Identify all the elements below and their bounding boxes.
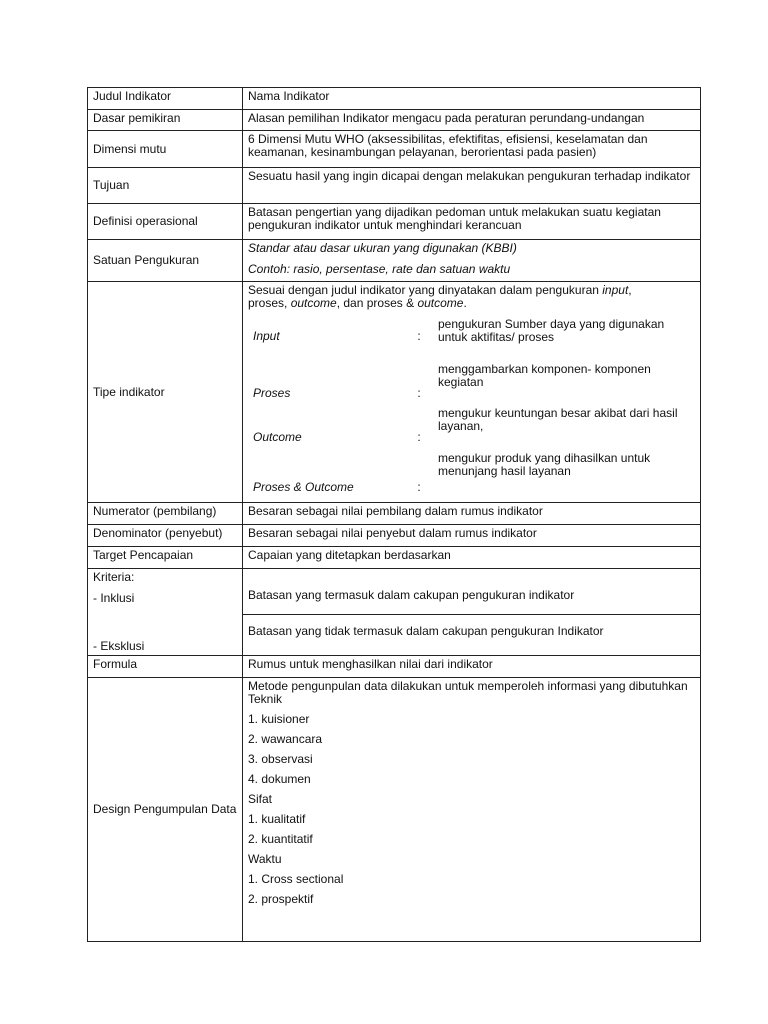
row-label: Dimensi mutu [88, 131, 243, 168]
row-label: Denominator (penyebut) [88, 525, 243, 547]
sifat-heading: Sifat [248, 792, 273, 806]
eksklusi-label: - Eksklusi [93, 639, 145, 653]
table-row [88, 525, 701, 547]
row-label: Tujuan [88, 168, 243, 204]
row-label: Numerator (pembilang) [88, 503, 243, 525]
row-label: Formula [88, 656, 243, 678]
table-row [88, 678, 701, 942]
row-label: Definisi operasional [88, 204, 243, 240]
table-row [88, 503, 701, 525]
row-value: Capaian yang ditetapkan berdasarkan [243, 547, 701, 569]
row-value: Nama Indikator [243, 88, 701, 110]
table-row [88, 88, 701, 110]
row-label: Satuan Pengukuran [88, 240, 243, 282]
row-value: Besaran sebagai nilai penyebut dalam rumus indikator [243, 525, 701, 547]
type-name: Outcome [253, 430, 302, 444]
type-name: Proses & Outcome [253, 480, 354, 494]
table-row [88, 282, 701, 503]
indicator-type-list [248, 316, 695, 500]
type-colon: : [417, 480, 421, 494]
list-item: 1. kuisioner [248, 712, 310, 726]
row-value: Sesuatu hasil yang ingin dicapai dengan melakukan pengukuran terhadap indikator [243, 168, 701, 204]
type-description: mengukur keuntungan besar akibat dari hasil layanan, [438, 406, 678, 433]
list-item [248, 446, 695, 500]
list-item: 2. kuantitatif [248, 832, 313, 846]
row-value: Batasan yang tidak termasuk dalam cakupan pengukuran Indikator [243, 614, 701, 655]
row-label: Dasar pemikiran [88, 110, 243, 131]
tipe-intro: Sesuai dengan judul indikator yang dinyatakan dalam pengukuran input, proses, outcome, dan proses & outcome. [248, 283, 632, 310]
row-label: Tipe indikator [88, 282, 243, 503]
type-name: Input [253, 329, 280, 343]
table-row [88, 547, 701, 569]
waktu-heading: Waktu [248, 852, 282, 866]
row-label [88, 569, 243, 656]
row-value: Batasan pengertian yang dijadikan pedoman untuk melakukan suatu kegiatan pengukuran indikator untuk menghindari kerancuan [243, 204, 701, 240]
type-colon: : [417, 386, 421, 400]
table-row [88, 569, 701, 615]
inklusi-label: - Inklusi [93, 591, 135, 605]
type-colon: : [417, 430, 421, 444]
row-label: Target Pencapaian [88, 547, 243, 569]
table-row [88, 168, 701, 204]
type-description: menggambarkan komponen- komponen kegiatan [438, 362, 651, 389]
kriteria-label: Kriteria: [93, 570, 135, 584]
table-row [88, 240, 701, 282]
table-row [88, 656, 701, 678]
type-colon: : [417, 329, 421, 343]
teknik-heading: Teknik [248, 692, 283, 706]
row-value: Batasan yang termasuk dalam cakupan pengukuran indikator [243, 569, 701, 615]
table-row [88, 131, 701, 168]
row-label: Judul Indikator [88, 88, 243, 110]
list-item: 3. observasi [248, 752, 313, 766]
list-item [248, 357, 695, 402]
type-description: mengukur produk yang dihasilkan untuk menunjang hasil layanan [438, 451, 651, 478]
satuan-definition: Standar atau dasar ukuran yang digunakan (KBBI) [248, 241, 517, 255]
row-label: Design Pengumpulan Data [88, 678, 243, 942]
type-name: Proses [253, 386, 291, 400]
list-item: 2. wawancara [248, 732, 323, 746]
row-value [243, 240, 701, 282]
row-value [243, 678, 701, 942]
satuan-example: Contoh: rasio, persentase, rate dan satuan waktu [248, 262, 511, 276]
list-item [248, 316, 695, 357]
row-value: 6 Dimensi Mutu WHO (aksessibilitas, efektifitas, efisiensi, keselamatan dan keamanan, kesinambungan pelayanan, berorientasi pada pasien) [243, 131, 701, 168]
row-value: Rumus untuk menghasilkan nilai dari indikator [243, 656, 701, 678]
row-value [243, 282, 701, 503]
list-item: 1. kualitatif [248, 812, 306, 826]
list-item: 2. prospektif [248, 892, 314, 906]
list-item: 4. dokumen [248, 772, 311, 786]
row-value: Alasan pemilihan Indikator mengacu pada peraturan perundang-undangan [243, 110, 701, 131]
table-row [88, 204, 701, 240]
list-item [248, 402, 695, 446]
table-row [88, 110, 701, 131]
row-value: Besaran sebagai nilai pembilang dalam rumus indikator [243, 503, 701, 525]
list-item: 1. Cross sectional [248, 872, 344, 886]
indicator-profile-table [87, 87, 701, 942]
design-intro: Metode pengunpulan data dilakukan untuk memperoleh informasi yang dibutuhkan [248, 679, 688, 693]
type-description: pengukuran Sumber daya yang digunakan untuk aktifitas/ proses [438, 317, 665, 344]
